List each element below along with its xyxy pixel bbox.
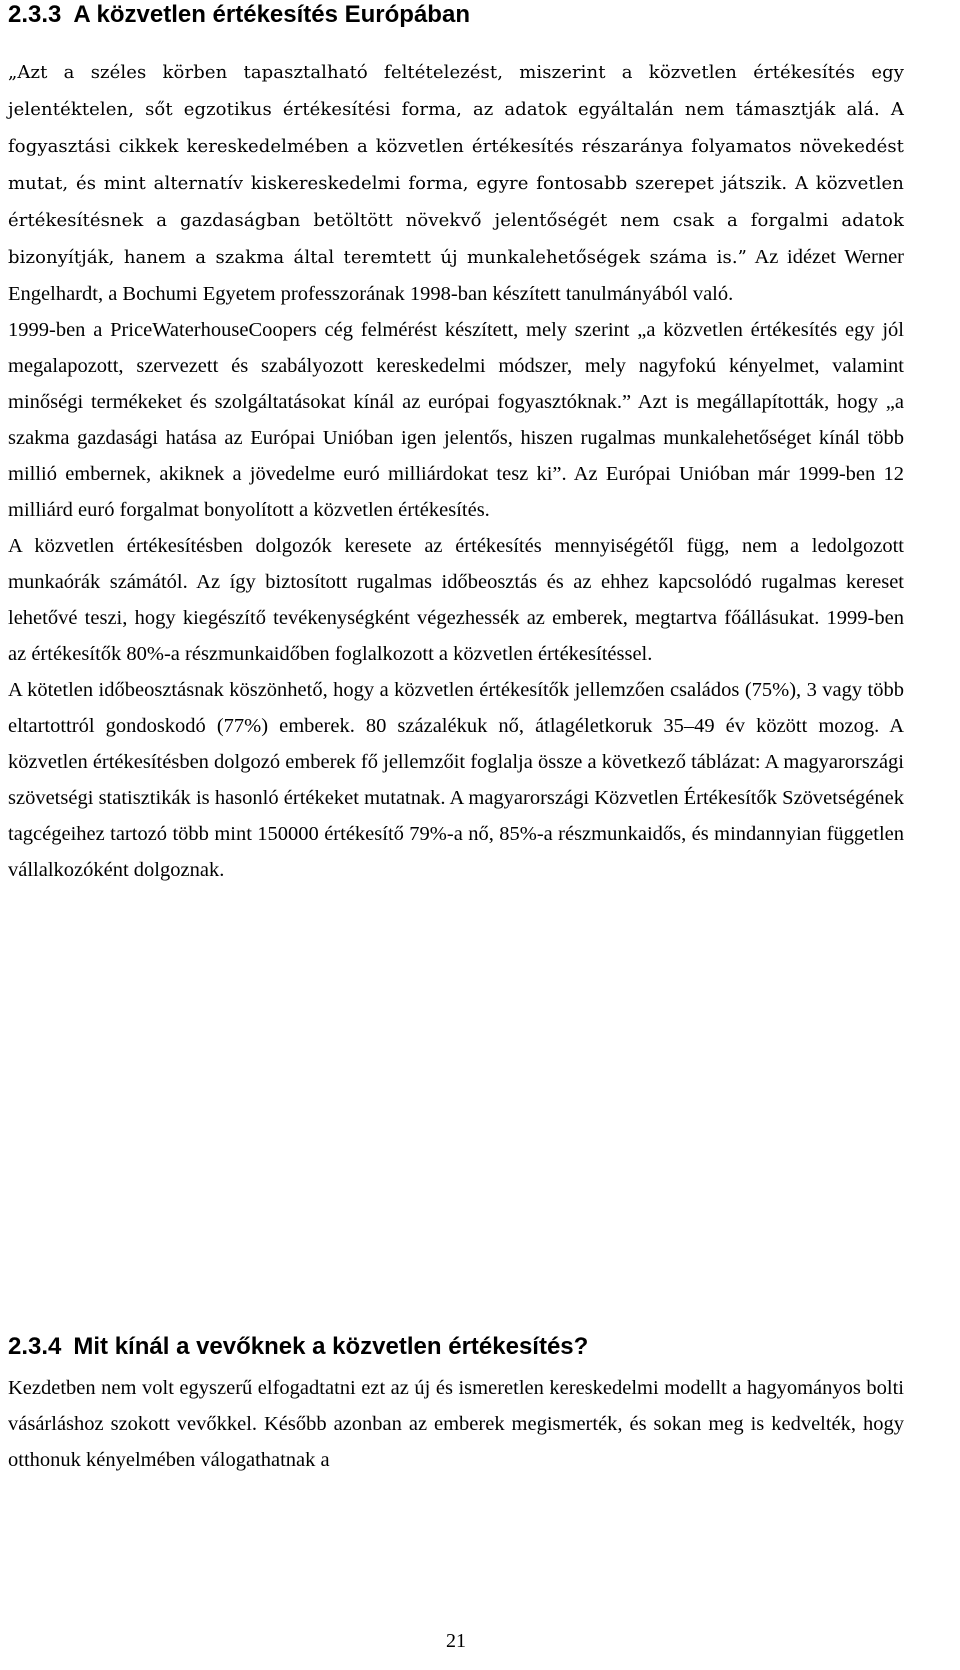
section-number: 2.3.4 xyxy=(8,1333,62,1360)
engelhardt-quote: „Azt a széles körben tapasztalható feltételezést, miszerint a közvetlen értékesítés egy jelentéktelen, sőt egzotikus értékesítési forma, az adatok egyáltalán nem támasztják alá. A fogyasztási cikkek kereskedelmében a közvetlen értékesítés részaránya folyamatos növekedést mutat, és mint alternatív kiskereskedelmi forma, egyre fontosabb szerepet játszik. A közvetlen értékesítésnek a gazdaságban betöltött növekvő jelentőségét nem csak a forgalmi adatok bizonyítják, hanem a szakma által teremtett új munkalehetőségek száma is.” xyxy=(8,62,904,268)
paragraph-quote xyxy=(8,54,904,312)
section-body-2-3-4 xyxy=(8,1370,904,1478)
quote-attribution: Az idézet Werner Engelhardt, a Bochumi Egyetem professzorának 1998-ban készített tanulmányából való. xyxy=(8,246,905,305)
section-number: 2.3.3 xyxy=(8,1,62,28)
paragraph-customer-offer: Kezdetben nem volt egyszerű elfogadtatni ezt az új és ismeretlen kereskedelmi modellt a hagyományos bolti vásárláshoz szokott vevőkkel. Később azonban az emberek megismerték, és sokan meg is kedvelték, hogy otthonuk kényelmében válogathatnak a xyxy=(8,1377,904,1471)
section-title: A közvetlen értékesítés Európában xyxy=(73,1,470,28)
section-heading-2-3-3 xyxy=(8,0,470,30)
paragraph-pwc-survey: 1999-ben a PriceWaterhouseCoopers cég felmérést készített, mely szerint „a közvetlen értékesítés egy jól megalapozott, szervezett és szabályozott kereskedelmi módszer, mely nagyfokú kényelmet, valamint minőségi termékeket és szolgáltatásokat kínál az európai fogyasztóknak.” Azt is megállapították, hogy „a szakma gazdasági hatása az Európai Unióban igen jelentős, hiszen rugalmas munkalehetőséget kínál több millió embernek, akiknek a jövedelme euró milliárdokat tesz ki”. Az Európai Unióban már 1999-ben 12 milliárd euró forgalmat bonyolított a közvetlen értékesítés. xyxy=(8,319,904,521)
paragraph-demographics: A kötetlen időbeosztásnak köszönhető, hogy a közvetlen értékesítők jellemzően családos (75%), 3 vagy több eltartottról gondoskodó (77%) emberek. 80 százalékuk nő, átlagéletkoruk 35–49 év között mozog. A közvetlen értékesítésben dolgozó emberek fő jellemzőit foglalja össze a következő táblázat: A magyarországi szövetségi statisztikák is hasonló értékeket mutatnak. A magyarországi Közvetlen Értékesítők Szövetségének tagcégeihez tartozó több mint 150000 értékesítő 79%-a nő, 85%-a részmunkaidős, és mindannyian független vállalkozóként dolgoznak. xyxy=(8,679,904,881)
section-body-2-3-3 xyxy=(8,54,904,888)
paragraph-earnings: A közvetlen értékesítésben dolgozók keresete az értékesítés mennyiségétől függ, nem a ledolgozott munkaórák számától. Az így biztosított rugalmas időbeosztás és az ehhez kapcsolódó rugalmas kereset lehetővé teszi, hogy kiegészítő tevékenységként végezhessék az emberek, megtartva főállásukat. 1999-ben az értékesítők 80%-a részmunkaidőben foglalkozott a közvetlen értékesítéssel. xyxy=(8,535,904,665)
section-title: Mit kínál a vevőknek a közvetlen értékesítés? xyxy=(73,1333,589,1360)
section-heading-2-3-4 xyxy=(8,1332,588,1362)
page-number: 21 xyxy=(446,1630,466,1652)
